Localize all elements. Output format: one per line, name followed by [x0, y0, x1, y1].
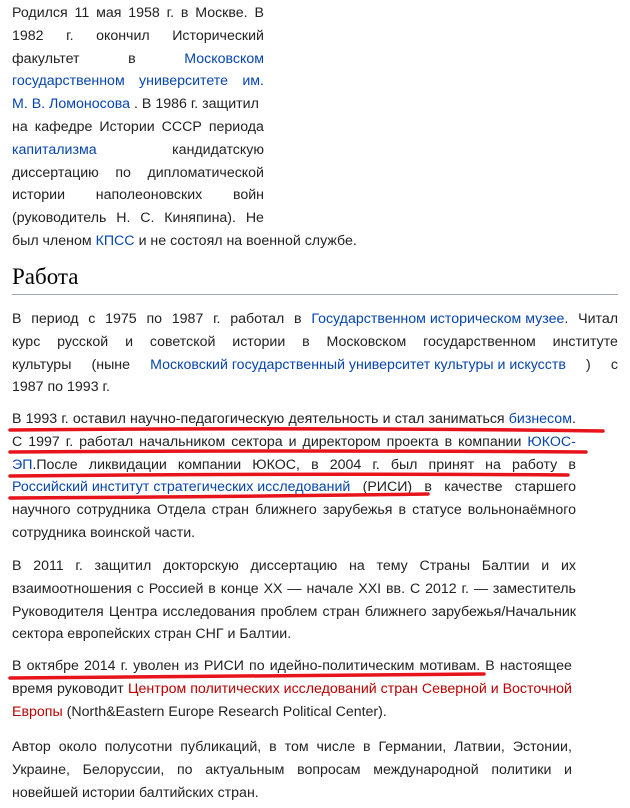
text-line: Родился 11 мая 1958 г. в Москве. В: [12, 5, 264, 21]
link-mgu[interactable]: М. В. Ломоносова: [12, 96, 131, 113]
link-mgu[interactable]: Московском: [184, 50, 264, 67]
text-line: В 2011 г. защитил докторскую диссертацию на тему Страны Балтии и их: [12, 558, 576, 574]
link-yukos-ep[interactable]: ЭП: [12, 456, 33, 473]
text-line: сектора европейских стран СНГ и Балтии.: [12, 626, 292, 643]
text-line: истории наполеоновских войн: [12, 187, 264, 204]
link-kpss[interactable]: КПСС: [95, 232, 135, 249]
text-line: М. В. Ломоносова . В 1986 г. защитил: [12, 93, 264, 116]
text-line: Руководителя Центра исследования проблем стран ближнего зарубежья/Начальник: [12, 603, 576, 620]
text-line: диссертацию по дипломатической: [12, 164, 264, 181]
link-neerpc[interactable]: Центром политических исследований стран Северной и Восточной: [128, 680, 572, 697]
work-paragraph-3: [12, 555, 576, 646]
text-line: был членом КПСС и не состоял на военной службе.: [12, 230, 264, 253]
link-business[interactable]: бизнесом: [508, 411, 572, 427]
link-risi[interactable]: Российский институт стратегических исследований: [12, 479, 351, 496]
section-heading-work: Работа: [12, 262, 618, 295]
link-mgu[interactable]: университете: [139, 73, 229, 90]
text-line: 1987 по 1993 г.: [12, 379, 110, 396]
text-line: новейшей истории балтийских стран.: [12, 784, 259, 801]
work-paragraph-5: [12, 736, 572, 804]
text-line: С 1997 г. работал начальником сектора и директором проекта в компании ЮКОС-: [12, 431, 576, 454]
text-line: культуры (ныне Московский государственный университет культуры и искусств ) с: [12, 354, 618, 377]
text-line: В период с 1975 по 1987 г. работал в Государственном историческом музее. Читал: [12, 311, 618, 327]
text-line: время руководит Центром политических исследований стран Северной и Восточной: [12, 678, 572, 701]
work-paragraph-4: [12, 655, 572, 723]
link-historical-museum[interactable]: Государственном историческом музее: [311, 311, 565, 327]
text-line: сотрудника воинской части.: [12, 524, 196, 541]
text-line: (руководитель Н. С. Киняпина). Не: [12, 210, 264, 227]
text-line: капитализма кандидатскую: [12, 139, 264, 162]
link-mgu[interactable]: государственном: [12, 73, 125, 90]
text-line: Российский институт стратегических исследований (РИСИ) в качестве старшего: [12, 476, 576, 499]
text-line: ЭП.После ликвидации компании ЮКОС, в 2004 г. был принят на работу в: [12, 456, 576, 473]
work-paragraph-2: [12, 408, 576, 545]
link-mgu[interactable]: им.: [242, 73, 264, 90]
text-line: на кафедре Истории СССР периода: [12, 118, 264, 135]
text-line: Украине, Белоруссии, по актуальным вопросам международной политики и: [12, 761, 572, 778]
text-line: В 1993 г. оставил научно-педагогическую деятельность и стал заниматься бизнесом.: [12, 411, 576, 427]
text-line: взаимоотношения с Россией в конце XX — начале XXI вв. С 2012 г. — заместитель: [12, 580, 576, 597]
text-line: В октябре 2014 г. уволен из РИСИ по идейно-политическим мотивам. В настоящее: [12, 658, 572, 674]
text-line: факультет в Московском: [12, 48, 264, 71]
biography-paragraph: [12, 2, 357, 253]
link-neerpc[interactable]: Европы: [12, 703, 63, 720]
text-line: Автор около полусотни публикаций, в том числе в Германии, Латвии, Эстонии,: [12, 739, 572, 755]
text-line: курс русской и советской истории в Московском государственном институте: [12, 333, 618, 350]
link-capitalism[interactable]: капитализма: [12, 141, 97, 158]
text-line: научного сотрудника Отдела стран ближнего зарубежья в статусе вольнонаёмного: [12, 502, 576, 519]
text-line: 1982 г. окончил Исторический: [12, 27, 264, 44]
text-line: Европы (North&Eastern Europe Research Political Center).: [12, 701, 572, 724]
text-line: [12, 70, 264, 93]
work-paragraph-1: [12, 308, 618, 399]
link-culture-university[interactable]: Московский государственный университет культуры и искусств: [150, 356, 566, 373]
link-yukos-ep[interactable]: ЮКОС-: [527, 433, 576, 450]
